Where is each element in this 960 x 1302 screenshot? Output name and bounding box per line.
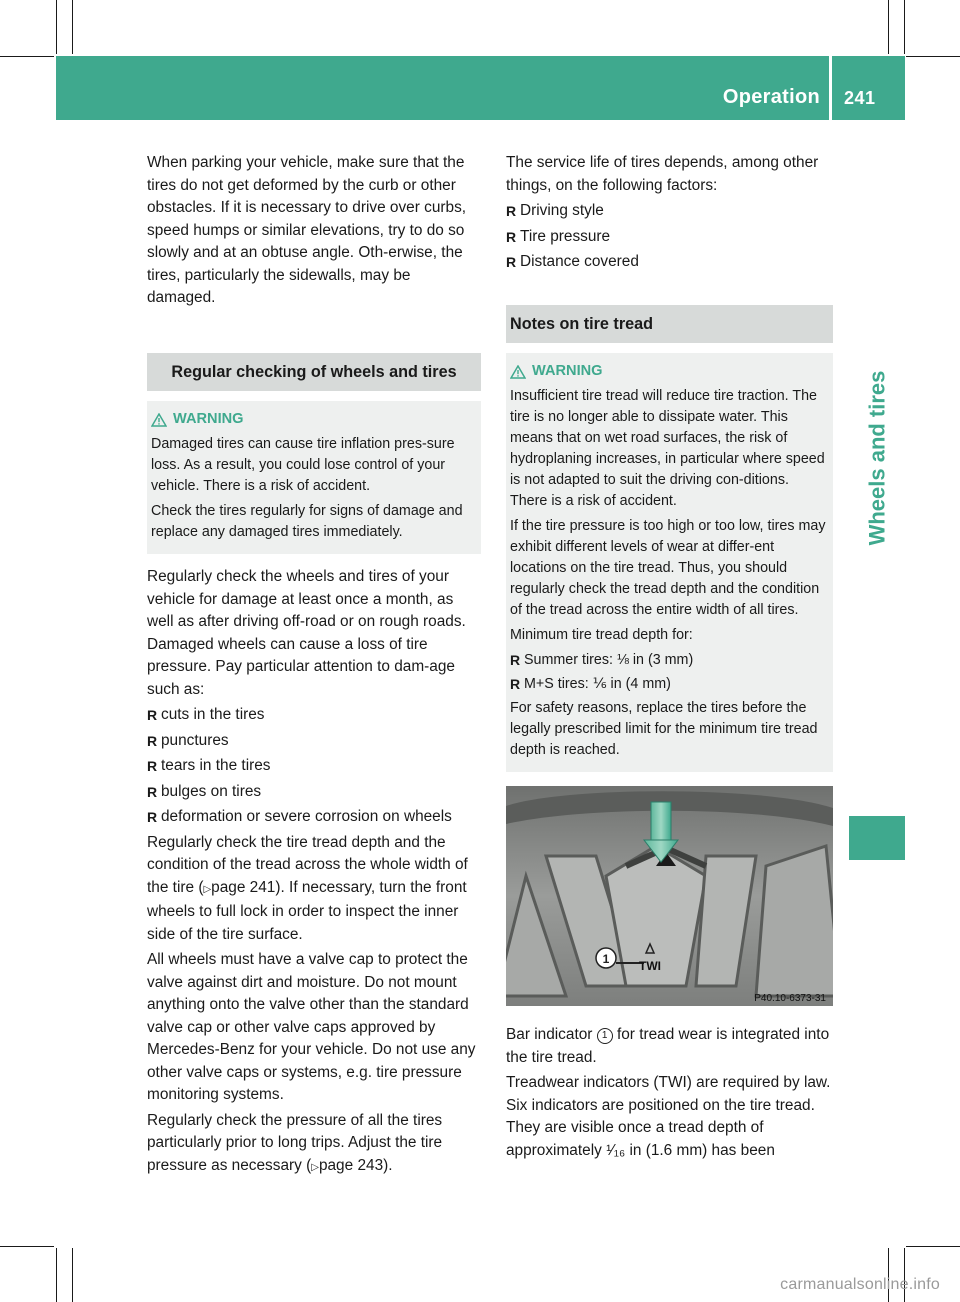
crop-mark: [904, 0, 905, 54]
twi-label: TWI: [639, 959, 661, 973]
warning-triangle-icon: [510, 365, 526, 379]
section-title: Operation: [722, 86, 820, 108]
list-item: R M+S tires: ⅙ in (4 mm): [510, 676, 671, 692]
body-paragraph: Regularly check the wheels and tires of your vehicle for damage at least once a month, as well as after driving off-road or on rough roads. Damaged wheels can cause a loss of tire pressure. Pay particular attention to dam-age such as:: [147, 568, 466, 698]
factors-list: [506, 200, 833, 274]
figure-code: P40.10-6373-31: [754, 993, 826, 1004]
crop-mark: [56, 1248, 57, 1302]
list-item: R cuts in the tires: [147, 706, 265, 723]
figure-callout-number: 1: [602, 952, 610, 966]
tread-depth-list: [510, 650, 827, 695]
warning-box: [506, 353, 833, 772]
intro-paragraph: When parking your vehicle, make sure that the tires do not get deformed by the curb or other obstacles. If it is necessary to drive over curbs, speed humps or similar elevations, try to do so slowly and at an obtuse angle. Oth-erwise, the tires, particularly the sidewalls, may be damaged.: [147, 154, 467, 306]
warning-box: [147, 401, 481, 554]
side-tab-title: Wheels and tires: [864, 370, 889, 546]
crop-mark: [888, 0, 889, 54]
side-tab-block: [849, 816, 905, 860]
warning-text: Damaged tires can cause tire inflation pres-sure loss. As a result, you could lose control of your vehicle. There is a risk of accident.: [151, 436, 455, 494]
warning-title: WARNING: [151, 409, 475, 430]
intro-paragraph: The service life of tires depends, among other things, on the following factors:: [506, 154, 819, 194]
list-item: R Summer tires: ⅛ in (3 mm): [510, 652, 694, 668]
page-reference-link[interactable]: page 241: [211, 878, 276, 896]
tire-tread-figure: [506, 786, 833, 1006]
warning-text: Insufficient tire tread will reduce tire traction. The tire is no longer able to dissipate water. This means that on wet road surfaces, the risk of hydroplaning increases, in particular where speed is not adapted to suit the driving con-ditions. There is a risk of accident.: [510, 388, 825, 509]
list-item: R Driving style: [506, 202, 604, 219]
watermark: carmanualsonline.info: [780, 1276, 940, 1293]
page-number: 241: [844, 88, 876, 108]
xref-arrow-icon: ▷: [203, 883, 212, 895]
warning-text: For safety reasons, replace the tires before the legally prescribed limit for the minimum tire tread depth is reached.: [510, 700, 818, 758]
list-item: R bulges on tires: [147, 782, 262, 800]
body-paragraph: All wheels must have a valve cap to protect the valve against dirt and moisture. Do not mount anything onto the valve other than the standard valve cap or other valve caps approved by Mercedes-Benz for your vehicle. Do not use any other valve caps or systems, e.g. tire pressure monitoring systems.: [147, 951, 476, 1103]
list-item: R deformation or severe corrosion on wheels: [147, 808, 452, 825]
warning-text: If the tire pressure is too high or too low, tires may exhibit different levels of wear at differ-ent locations on the tire tread. Thus, you should regularly check the tread depth and the condition of the tread across the entire width of all tires.: [510, 518, 826, 618]
section-heading: Regular checking of wheels and tires: [147, 353, 481, 392]
body-paragraph: Regularly check the pressure of all the tires particularly prior to long trips. Adjust the tire pressure as necessary (▷page 243).: [147, 1111, 443, 1174]
list-item: R tears in the tires: [147, 757, 271, 774]
callout-number-icon: 1: [597, 1028, 613, 1044]
left-column: [147, 152, 481, 1182]
warning-text: Check the tires regularly for signs of damage and replace any damaged tires immediately.: [151, 503, 463, 540]
page-reference-link[interactable]: page 243: [318, 1156, 384, 1174]
crop-mark: [0, 56, 54, 57]
right-column: [506, 152, 833, 1165]
list-item: R Tire pressure: [506, 227, 611, 245]
xref-arrow-icon: ▷: [311, 1161, 319, 1173]
crop-mark: [906, 56, 960, 57]
body-paragraph: Treadwear indicators (TWI) are required by law. Six indicators are positioned on the tire tread. They are visible once a tread depth of approximately ¹⁄₁₆ in (1.6 mm) has been: [506, 1074, 831, 1159]
list-item: R Distance covered: [506, 253, 639, 270]
header-divider: [829, 56, 832, 120]
warning-title: WARNING: [510, 361, 827, 382]
warning-text: Minimum tire tread depth for:: [510, 627, 693, 643]
damage-list: [147, 704, 481, 829]
section-heading: Notes on tire tread: [506, 305, 833, 344]
figure-caption: Bar indicator 1 for tread wear is integrated into the tire tread.: [506, 1026, 830, 1066]
list-item: R punctures: [147, 731, 229, 749]
warning-triangle-icon: [151, 413, 167, 427]
crop-mark: [56, 0, 57, 54]
crop-mark: [72, 0, 73, 54]
crop-mark: [906, 1246, 960, 1247]
crop-mark: [72, 1248, 73, 1302]
body-paragraph: Regularly check the tire tread depth and the condition of the tread across the whole width of the tire (▷page 241). If necessary, turn the front wheels to full lock in order to inspect the inner side of the tire surface.: [147, 833, 468, 943]
tire-tread-illustration: [506, 786, 833, 1006]
crop-mark: [0, 1246, 54, 1247]
